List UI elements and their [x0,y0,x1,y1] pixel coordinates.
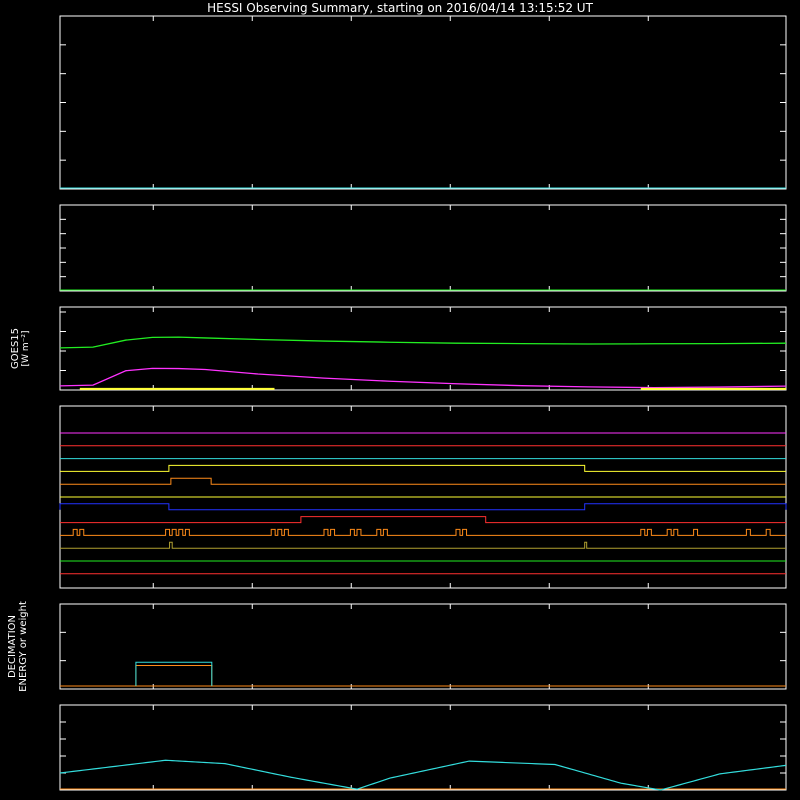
decimation-ylabel-line2: ENERGY or weight [18,601,29,692]
geomagnetic-latitude-line [60,760,786,790]
flag-row-trace [60,504,786,510]
flag-row-trace [60,465,786,471]
high-energy-frame [60,205,786,291]
goes-ylabel-line2: [W m⁻²] [21,330,31,367]
goes-ylabel-line1: GOES15 [10,327,21,370]
flag-row-trace [60,517,786,523]
ratios-frame [60,705,786,790]
goes-series-line [60,337,786,348]
decimation-ylabel-line1: DECIMATION [7,614,18,679]
decimation-frame [60,604,786,689]
flag-row-trace [60,478,786,484]
goes-frame [60,307,786,390]
decimation-weight-step [136,666,212,686]
goes-series-line [60,368,786,387]
figure-title: HESSI Observing Summary, starting on 2016/04/14 13:15:52 UT [207,1,593,15]
flag-row-trace [60,542,786,548]
low-energy-frame [60,16,786,189]
flag-row-trace [60,529,786,535]
